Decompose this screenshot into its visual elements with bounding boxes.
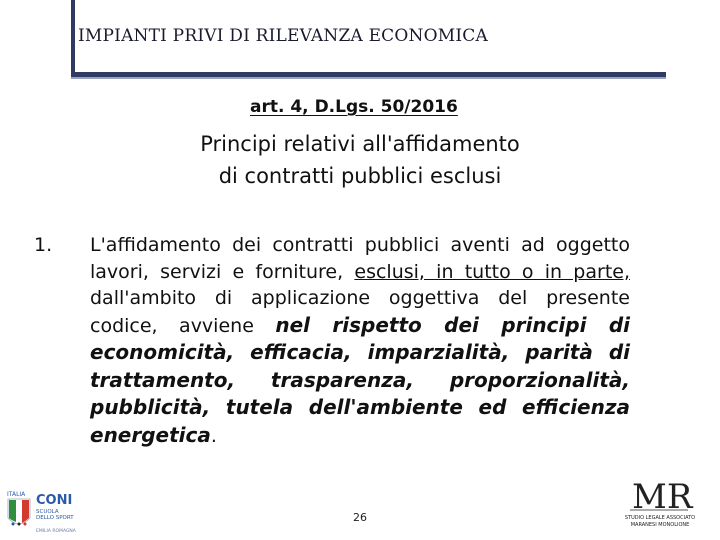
logo-italia-text: ITALIA — [7, 491, 26, 498]
logo-scuola-text: SCUOLA — [36, 509, 59, 515]
logo-sport-text: DELLO SPORT — [36, 515, 74, 521]
shield-green-band — [9, 500, 16, 522]
law-firm-logo — [610, 470, 710, 536]
coni-logo — [4, 488, 94, 536]
slide-section-title: IMPIANTI PRIVI DI RILEVANZA ECONOMICA — [78, 26, 488, 46]
title-bar — [0, 0, 720, 80]
logo-mr-mark: MR — [632, 477, 693, 517]
olympic-ring-1 — [12, 523, 15, 526]
item-number: 1. — [34, 234, 53, 256]
logo-region-text: EMILIA ROMAGNA — [36, 529, 76, 534]
paragraph-end: . — [210, 424, 217, 447]
paragraph-text-2: dall'ambito di applicazione oggettiva del presente codice, avviene — [90, 287, 630, 337]
olympic-ring-2 — [18, 523, 21, 526]
page-number: 26 — [353, 511, 367, 524]
paragraph-text-1: L'affidamento dei contratti pubblici aventi ad oggetto lavori, servizi e forniture, — [90, 234, 630, 283]
heading-line-1: Principi relativi all'affidamento — [200, 132, 520, 156]
logo-coni-text: CONI — [36, 493, 73, 508]
title-left-rule — [71, 0, 75, 78]
title-rule-shadow — [71, 77, 666, 79]
logo-firm-line-1: STUDIO LEGALE ASSOCIATO — [624, 515, 696, 521]
slide-heading — [0, 128, 720, 192]
heading-line-2: di contratti pubblici esclusi — [218, 164, 502, 188]
numbered-paragraph — [34, 232, 630, 449]
olympic-ring-3 — [24, 523, 27, 526]
paragraph-underlined-text: esclusi, in tutto o in parte, — [354, 260, 630, 283]
law-reference: art. 4, D.Lgs. 50/2016 — [250, 97, 458, 117]
paragraph-emphasis: nel rispetto dei principi di economicità, efficacia, imparzialità, parità di trattamento, trasparenza, proporzionalità, pubblicità, tutela dell'ambiente ed efficienza energetica — [90, 312, 630, 447]
logo-firm-line-2: MARANESI MONOLIONE — [630, 522, 690, 528]
paragraph-body — [34, 232, 630, 449]
